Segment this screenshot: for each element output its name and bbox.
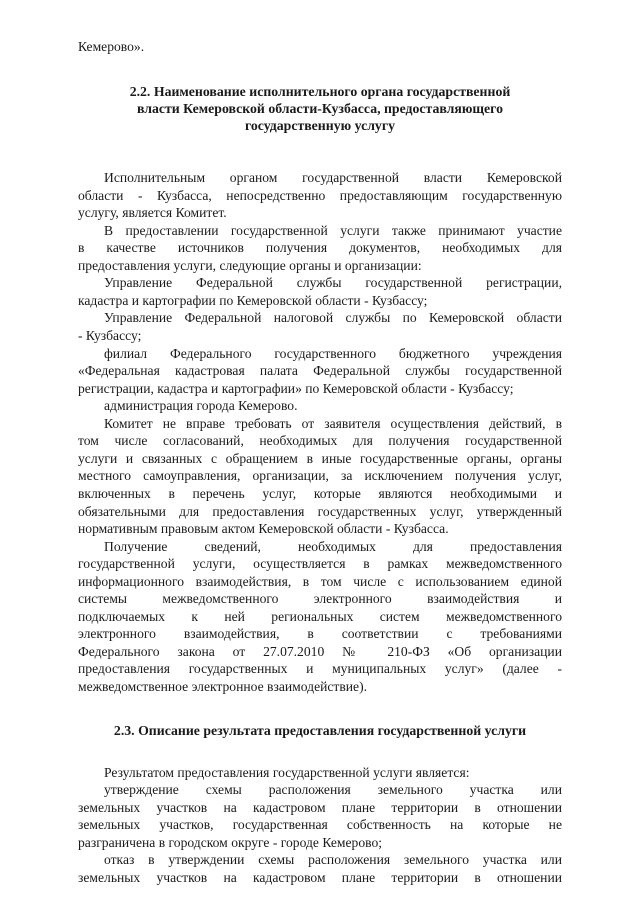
document-page (78, 38, 562, 887)
text-line: нормативным правовым актом Кемеровской области - Кузбасса. (78, 521, 449, 537)
section-2-3-heading (78, 722, 562, 739)
text-line: «Федеральная кадастровая палата Федеральной службы государственной (78, 363, 562, 379)
intro-tail (78, 38, 562, 56)
paragraph-result-refusal (78, 851, 562, 886)
text-line: предоставления государственных и муниципальных услуг» (далее - (78, 661, 562, 677)
heading-line: 2.2. Наименование исполнительного органа государственной (129, 83, 511, 99)
text-line: том числе согласований, необходимых для получения государственной (78, 433, 562, 449)
paragraph-tax-service (78, 309, 562, 344)
paragraph-result-intro (78, 764, 562, 782)
paragraph-cadastral-chamber (78, 345, 562, 398)
text-line: Управление Федеральной налоговой службы по Кемеровской области (104, 310, 562, 326)
text-line: Комитет не вправе требовать от заявителя осуществления действий, в (104, 415, 562, 431)
paragraph-committee-restrictions (78, 415, 562, 538)
text-line: В предоставлении государственной услуги также принимают участие (104, 222, 562, 238)
text-line: утверждение схемы расположения земельного участка или (104, 782, 562, 798)
text-line: Получение сведений, необходимых для предоставления (104, 538, 562, 554)
text-line: подключаемых к ней региональных систем межведомственного (78, 608, 562, 624)
text-line: отказ в утверждении схемы расположения земельного участка или (104, 852, 562, 868)
text-line: - Кузбассу; (78, 328, 142, 344)
heading-line: 2.3. Описание результата предоставления государственной услуги (113, 722, 527, 738)
text-line: земельных участков на кадастровом плане территории в отношении (78, 799, 562, 815)
paragraph-interagency-interaction (78, 538, 562, 696)
text-line: земельных участков на кадастровом плане территории в отношении (78, 869, 562, 885)
text-line: администрация города Кемерово. (104, 398, 298, 414)
text-line: Управление Федеральной службы государственной регистрации, (104, 275, 562, 291)
section-2-2-heading (78, 83, 562, 135)
text-line: регистрации, кадастра и картографии» по Кемеровской области - Кузбассу; (78, 380, 514, 396)
text-line: электронного взаимодействия, в соответствии с требованиями (78, 626, 562, 642)
section-2-2-body (78, 169, 562, 695)
paragraph-executive-body (78, 169, 562, 222)
text-line: услуги и связанных с обращением в иные государственные органы, органы (78, 450, 562, 466)
text-line: филиал Федерального государственного бюджетного учреждения (104, 345, 562, 361)
text-line: области - Кузбасса, непосредственно предоставляющим государственную (78, 187, 562, 203)
text-line: предоставления услуги, следующие органы и организации: (78, 257, 422, 273)
text-line: Исполнительным органом государственной власти Кемеровской (104, 170, 562, 186)
text-line: Федерального закона от 27.07.2010 № 210-ФЗ «Об организации (78, 643, 562, 659)
text-line: земельных участков, государственная собственность на которые не (78, 817, 562, 833)
text-line: обязательными для предоставления государственных услуг, утвержденный (78, 503, 562, 519)
paragraph-participants (78, 222, 562, 275)
text-line: разграничена в городском округе - городе Кемерово; (78, 834, 383, 850)
text-line: услугу, является Комитет. (78, 205, 227, 221)
text-line: включенных в перечень услуг, которые являются необходимыми и (78, 485, 562, 501)
text-line: информационного взаимодействия, в том числе с использованием единой (78, 573, 562, 589)
text-line: Результатом предоставления государственной услуги является: (104, 764, 470, 780)
paragraph-rosreestr (78, 274, 562, 309)
text-line: Кемерово». (78, 39, 145, 54)
text-line: в качестве источников получения документов, необходимых для (78, 240, 562, 256)
heading-line: государственную услугу (244, 117, 395, 133)
text-line: государственной услуги, осуществляется в рамках межведомственного (78, 556, 562, 572)
text-line: межведомственное электронное взаимодействие). (78, 678, 367, 694)
section-2-3-body (78, 764, 562, 887)
text-line: кадастра и картографии по Кемеровской области - Кузбассу; (78, 292, 428, 308)
paragraph-result-approval (78, 781, 562, 851)
text-line: системы межведомственного электронного взаимодействия и (78, 591, 562, 607)
paragraph-city-administration (78, 397, 562, 415)
text-line: местного самоуправления, организации, за исключением получения услуг, (78, 468, 562, 484)
heading-line: власти Кемеровской области-Кузбасса, предоставляющего (136, 100, 504, 116)
